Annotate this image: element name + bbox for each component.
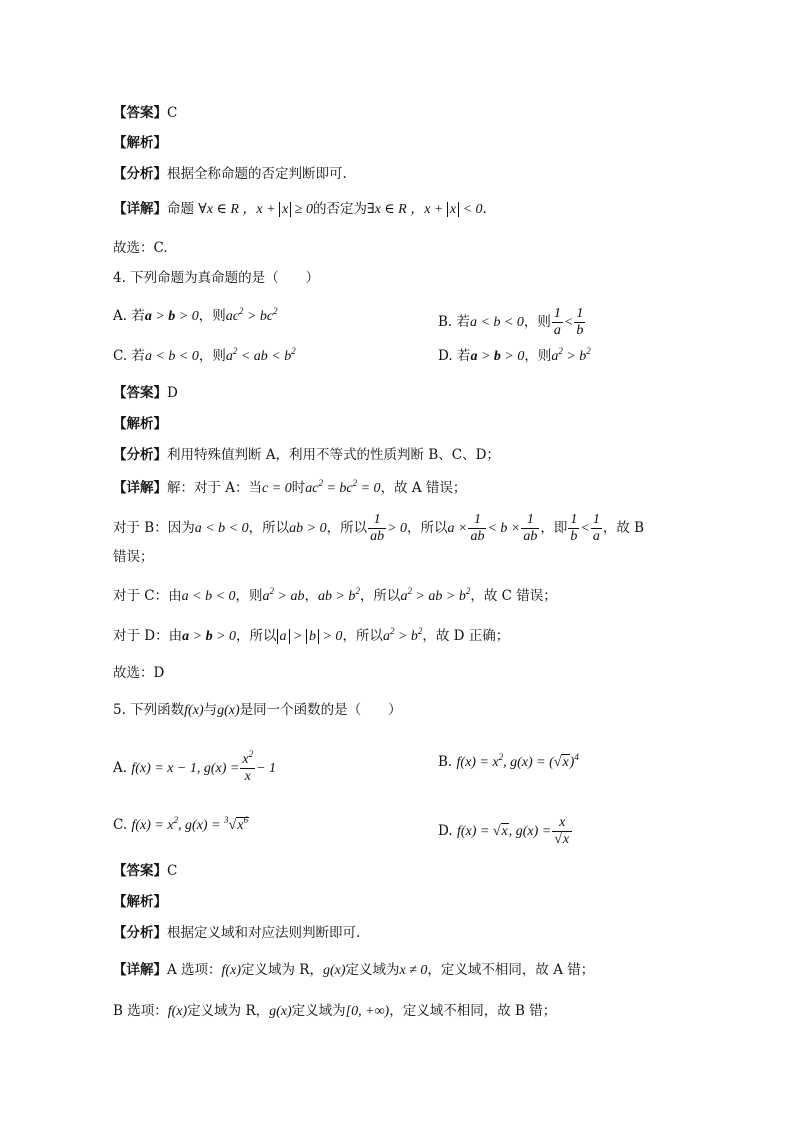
q4-option-b-frac-b: $\frac{1}{b}$ (576, 306, 584, 338)
q4-option-a (113, 306, 278, 327)
fenxi-label: 【分析】 (113, 925, 167, 941)
q3-fenxi-line (113, 164, 347, 184)
q5-option-c: C. $f(x) = x^2$, $g(x) = ^3√x^6$ (113, 815, 248, 833)
q3-formula-exists: ∃x ∈ R ，x + x < 0 (366, 202, 483, 217)
q5-detail-a-text1: A 选项： (167, 962, 222, 978)
q4-detail-b-frac-ab: $\frac{1}{ab}$ (370, 512, 385, 544)
q4-detail-b-text4: ，所以 (407, 520, 448, 536)
q4-option-c-cond: a < b < 0 (144, 349, 199, 364)
q4-analysis-heading (113, 414, 167, 434)
q4-option-c-ze: ，则 (198, 348, 226, 364)
q4-detail-c-text4: ，所以 (359, 588, 401, 604)
q4-detail-c-text1: 对于 C：由 (113, 588, 182, 604)
analysis-label: 【解析】 (113, 416, 167, 432)
q4-detail-a (113, 478, 466, 499)
q5-detail-b: B 选项：f(x)定义域为 R，g(x)定义域为[0, +∞)，定义域不相同，故 B 错； (113, 1003, 557, 1019)
q5-answer-line (113, 861, 177, 881)
q4-fenxi-line (113, 445, 500, 465)
q5-answer: C (167, 863, 178, 879)
q4-option-a-ze: ，则 (198, 308, 226, 324)
q5-stem-text2: 与 (203, 702, 218, 718)
q3-analysis-heading (113, 133, 167, 153)
q4-option-b-label: B. 若 (438, 314, 471, 330)
q4-option-d-cond: a > b > 0 (470, 349, 525, 364)
q4-detail-c-text3: ， (304, 588, 318, 604)
detail-label: 【详解】 (113, 480, 167, 496)
q4-option-d-result: $a^2 > b^2$ (551, 346, 591, 364)
q4-detail-b-text6: ，故 B (602, 520, 645, 536)
q5-detail-a-text4: ，定义域不相同，故 A 错； (427, 962, 595, 978)
q3-detail-line (113, 199, 487, 220)
q4-option-c-result: $a^2$ < ab < $b^2$ (225, 346, 296, 364)
q4-detail-c: 对于 C：由a < b < 0，则$a^2$ > ab，ab > $b^2$，所以$a^2$ > ab > $b^2$，故 C 错误； (113, 586, 557, 604)
q4-conclusion: 故选：D (113, 665, 165, 681)
q4-detail-c-text2: ，则 (235, 588, 263, 604)
q4-option-b-cond: a < b < 0 (470, 315, 524, 330)
q4-answer: D (167, 385, 178, 401)
q5-detail-b-text2: 定义域为 R， (187, 1003, 270, 1019)
q4-detail-a-text2: 时 (291, 480, 306, 496)
q4-detail-d-text4: ，故 D 正确； (422, 628, 510, 644)
q5-option-c-label: C. (113, 817, 128, 833)
q4-fenxi-text: 利用特殊值判断 A，利用不等式的性质判断 B、C、D； (167, 447, 500, 463)
q4-option-c (113, 346, 296, 367)
q5-stem: 5. 下列函数f(x)与g(x)是同一个函数的是（ ） (113, 702, 402, 718)
q4-detail-a-text3: ，故 A 错误； (380, 480, 467, 496)
q3-conclusion: 故选：C. (113, 240, 168, 256)
q5-detail-a-text2: 定义域为 R， (240, 962, 323, 978)
q5-stem-text1: 5. 下列函数 (113, 702, 185, 718)
q3-detail-mid: 的否定为 (312, 201, 367, 217)
answer-label: 【答案】 (113, 105, 167, 121)
q3-formula-forall: ∀x ∈ R ，x + x ≥ 0 (198, 202, 313, 217)
answer-label: 【答案】 (113, 385, 167, 401)
q5-fenxi-line (113, 923, 360, 943)
q4-detail-b-text5: ，即 (540, 520, 568, 536)
q4-answer-line (113, 383, 178, 403)
q5-fenxi-text: 根据定义域和对应法则判断即可. (167, 925, 361, 941)
q5-option-a: A. f(x) = x − 1, g(x) = $\frac{x^2}{x}$ − 1 (113, 749, 277, 784)
analysis-label: 【解析】 (113, 894, 167, 910)
answer-label: 【答案】 (113, 863, 167, 879)
q4-option-d (438, 346, 591, 367)
q5-option-d: D. f(x) = √x, g(x) = $\frac{x}{√x}$ (438, 815, 573, 848)
q4-detail-a-text1: 解：对于 A：当 (167, 480, 263, 496)
q3-answer-line (113, 103, 177, 123)
q5-option-b-label: B. (438, 754, 453, 770)
q5-detail-b-text4: ，定义域不相同，故 B 错； (389, 1003, 557, 1019)
q5-detail-a-text3: 定义域为 (345, 962, 400, 978)
q4-detail-d: 对于 D：由a > b > 0，所以 a > b > 0，所以$a^2 > b^2$，故 D 正确； (113, 626, 510, 644)
q5-detail-a: 【详解】A 选项：f(x)定义域为 R，g(x)定义域为x ≠ 0，定义域不相同，故 A 错； (113, 962, 595, 978)
q4-detail-a-c0: c = 0 (262, 481, 292, 496)
q4-detail-d-text2: ，所以 (236, 628, 277, 644)
q4-option-d-ze: ，则 (524, 348, 552, 364)
q4-option-a-cond: a > b > 0 (144, 309, 199, 324)
q4-detail-b-cont: 错误； (113, 549, 154, 565)
q4-detail-d-text1: 对于 D：由 (113, 628, 183, 644)
analysis-label: 【解析】 (113, 135, 167, 151)
q5-option-b: B. $f(x) = x^2$, $g(x) = (√x)^4$ (438, 752, 579, 770)
q4-option-d-label: D. 若 (438, 348, 471, 364)
q5-detail-b-text3: 定义域为 (291, 1003, 346, 1019)
q5-option-a-label: A. (113, 760, 128, 776)
q4-stem: 4. 下列命题为真命题的是（ ） (113, 270, 320, 286)
fenxi-label: 【分析】 (113, 447, 167, 463)
q5-detail-b-text1: B 选项： (113, 1003, 168, 1019)
q5-analysis-heading (113, 892, 167, 912)
q4-detail-c-text5: ，故 C 错误； (470, 588, 557, 604)
q3-answer: C (167, 105, 178, 121)
q4-option-a-label: A. 若 (113, 308, 145, 324)
q4-detail-d-text3: ，所以 (342, 628, 383, 644)
q3-detail-end: . (482, 201, 487, 217)
q4-detail-b-text2: ，所以 (248, 520, 290, 536)
q5-stem-text3: 是同一个函数的是（ ） (239, 702, 402, 718)
fenxi-label: 【分析】 (113, 166, 167, 182)
q4-option-a-result: $ac^2 > bc^2$ (225, 306, 278, 324)
q3-detail-prefix: 命题 (167, 201, 194, 217)
detail-label: 【详解】 (113, 201, 167, 217)
q4-option-b: B. 若a < b < 0，则 $\frac{1}{a}$ < $\frac{1}{b}$ (438, 306, 584, 338)
detail-label: 【详解】 (113, 962, 167, 978)
q4-detail-b-text1: 对于 B：因为 (113, 520, 195, 536)
q4-detail-b-text3: ，所以 (326, 520, 368, 536)
q4-option-b-frac-a: $\frac{1}{a}$ (553, 306, 561, 338)
q4-option-b-ze: ，则 (523, 314, 551, 330)
q3-fenxi-text: 根据全称命题的否定判断即可. (167, 166, 347, 182)
q4-option-c-label: C. 若 (113, 348, 145, 364)
q4-detail-a-eq: $ac^2 = bc^2 = 0$ (305, 478, 381, 496)
q5-option-d-label: D. (438, 823, 453, 839)
q4-detail-b: 对于 B：因为a < b < 0，所以ab > 0，所以 $\frac{1}{ab}$ > 0，所以a × $\frac{1}{ab}$ < b × $\frac{1}{ab}$ ，即 $\frac{1}{b}$ < $\frac{1}{a}$ ，故 B (113, 512, 645, 544)
